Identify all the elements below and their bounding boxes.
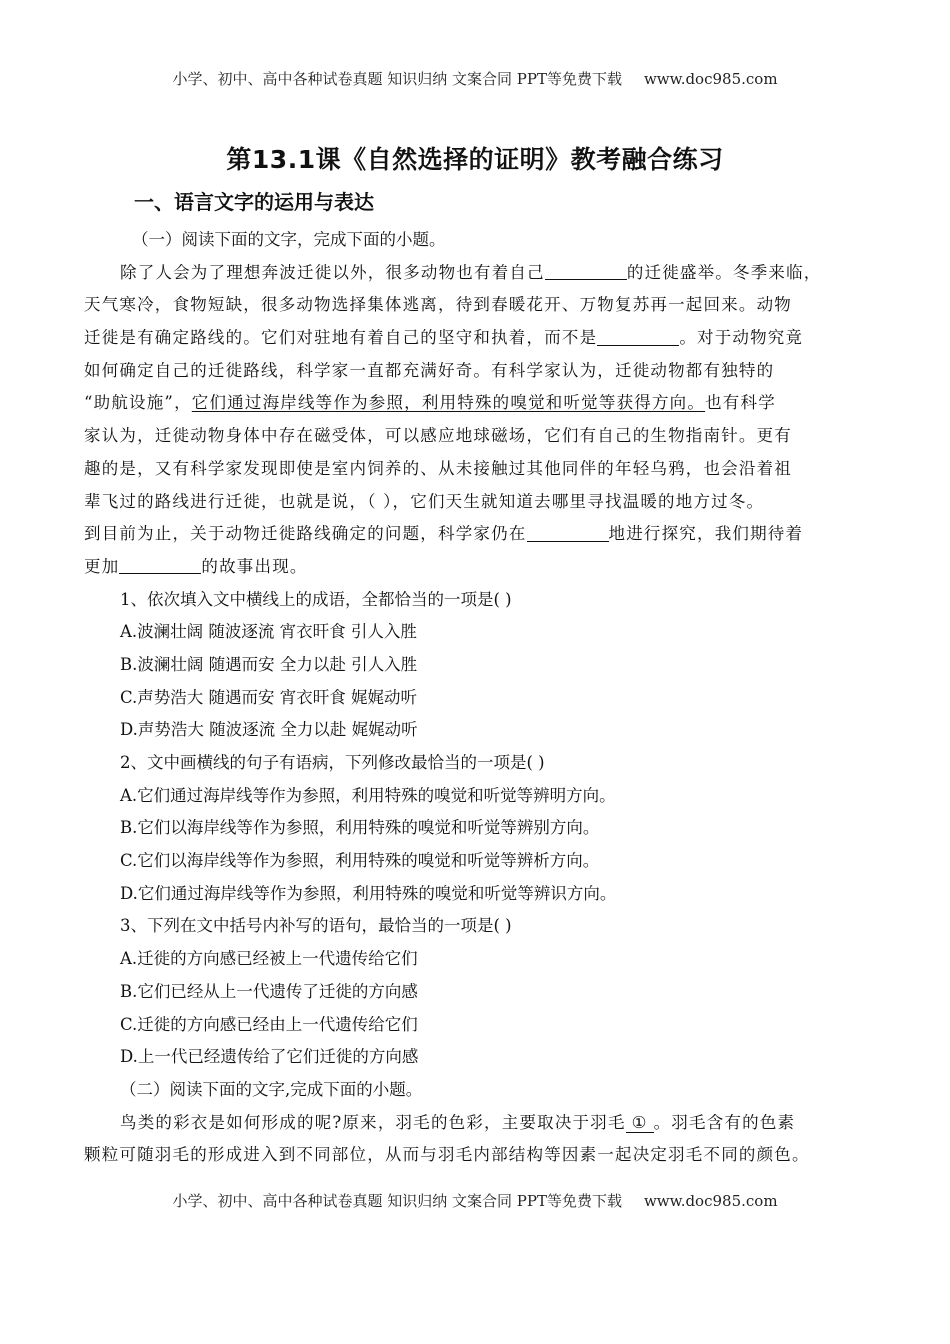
passage-1 (84, 257, 874, 584)
passage-line: 颗粒可随羽毛的形成进入到不同部位，从而与羽毛内部结构等因素一起决定羽毛不同的颜色。 (84, 1145, 810, 1165)
section-heading: 一、语言文字的运用与表达 (134, 190, 374, 214)
q2-option-c: C.它们以海岸线等作为参照，利用特殊的嗅觉和听觉等辨析方向。 (120, 851, 600, 871)
passage-2 (84, 1107, 874, 1172)
exercise-content (84, 224, 874, 1172)
passage-line: 更加 的故事出现。 (84, 556, 308, 576)
page-footer (0, 1190, 950, 1211)
passage-line: 除了人会为了理想奔波迁徙以外，很多动物也有着自己 的迁徙盛举。冬季来临， (120, 262, 822, 282)
q3-option-d: D.上一代已经遗传给了它们迁徙的方向感 (120, 1047, 419, 1067)
part1-intro: （一）阅读下面的文字，完成下面的小题。 (132, 230, 446, 249)
passage-line: 趣的是，又有科学家发现即使是室内饲养的、从未接触过其他同伴的年轻乌鸦，也会沿着祖 (84, 458, 792, 478)
passage-line: 迁徙是有确定路线的。它们对驻地有着自己的坚守和执着，而不是 。对于动物究竟 (84, 328, 804, 348)
q3-option-b: B.它们已经从上一代遗传了迁徙的方向感 (120, 981, 418, 1001)
passage-line: 天气寒冷，食物短缺，很多动物选择集体逃离，待到春暖花开、万物复苏再一起回来。动物 (84, 295, 792, 315)
numbered-blank: ① (626, 1113, 654, 1133)
q2-option-d: D.它们通过海岸线等作为参照，利用特殊的嗅觉和听觉等辨识方向。 (120, 883, 617, 903)
passage-line: 如何确定自己的迁徙路线，科学家一直都充满好奇。有科学家认为，迁徙动物都有独特的 (84, 360, 775, 380)
fill-blank (597, 327, 679, 345)
q1-option-c: C.声势浩大 随遇而安 宵衣旰食 娓娓动听 (120, 687, 418, 707)
footer-text: 小学、初中、高中各种试卷真题 知识归纳 文案合同 PPT等免费下载 (172, 1192, 622, 1210)
fill-blank (545, 262, 627, 280)
part2-intro: （二）阅读下面的文字,完成下面的小题。 (120, 1079, 423, 1099)
q1-option-d: D.声势浩大 随波逐流 全力以赴 娓娓动听 (120, 720, 418, 740)
q3-option-c: C.迁徙的方向感已经由上一代遗传给它们 (120, 1014, 418, 1034)
q1-option-a: A.波澜壮阔 随波逐流 宵衣旰食 引人入胜 (120, 622, 417, 642)
footer-url[interactable]: www.doc985.com (643, 1192, 778, 1210)
fill-blank (119, 556, 201, 574)
passage-line: 鸟类的彩衣是如何形成的呢?原来，羽毛的色彩，主要取决于羽毛 ① 。羽毛含有的色素 (120, 1112, 796, 1132)
question-3-stem: 3、下列在文中括号内补写的语句，最恰当的一项是( ) (120, 916, 512, 936)
question-2-stem: 2、文中画横线的句子有语病，下列修改最恰当的一项是( ) (120, 753, 545, 772)
page-title: 第13.1课《自然选择的证明》教考融合练习 (226, 145, 724, 174)
q2-option-a: A.它们通过海岸线等作为参照，利用特殊的嗅觉和听觉等辨明方向。 (120, 785, 616, 805)
passage-line: “助航设施”，它们通过海岸线等作为参照，利用特殊的嗅觉和听觉等获得方向。也有科学 (84, 393, 776, 413)
passage-line: 家认为，迁徙动物身体中存在磁受体，可以感应地球磁场，它们有自己的生物指南针。更有 (84, 426, 792, 446)
passage-line: 辈飞过的路线进行迁徙，也就是说，（ ），它们天生就知道去哪里寻找温暖的地方过冬。 (84, 491, 765, 511)
passage-line: 到目前为止，关于动物迁徙路线确定的问题，科学家仍在 地进行探究，我们期待着 (84, 524, 804, 544)
page-header (0, 68, 950, 89)
header-text: 小学、初中、高中各种试卷真题 知识归纳 文案合同 PPT等免费下载 (172, 70, 622, 88)
q3-option-a: A.迁徙的方向感已经被上一代遗传给它们 (120, 949, 418, 969)
q2-option-b: B.它们以海岸线等作为参照，利用特殊的嗅觉和听觉等辨别方向。 (120, 818, 600, 838)
header-url[interactable]: www.doc985.com (643, 70, 778, 88)
fill-blank (527, 523, 609, 541)
underlined-sentence: 它们通过海岸线等作为参照，利用特殊的嗅觉和听觉等获得方向。 (191, 393, 706, 413)
question-1-stem: 1、依次填入文中横线上的成语，全都恰当的一项是( ) (120, 589, 512, 609)
q1-option-b: B.波澜壮阔 随遇而安 全力以赴 引人入胜 (120, 654, 418, 674)
